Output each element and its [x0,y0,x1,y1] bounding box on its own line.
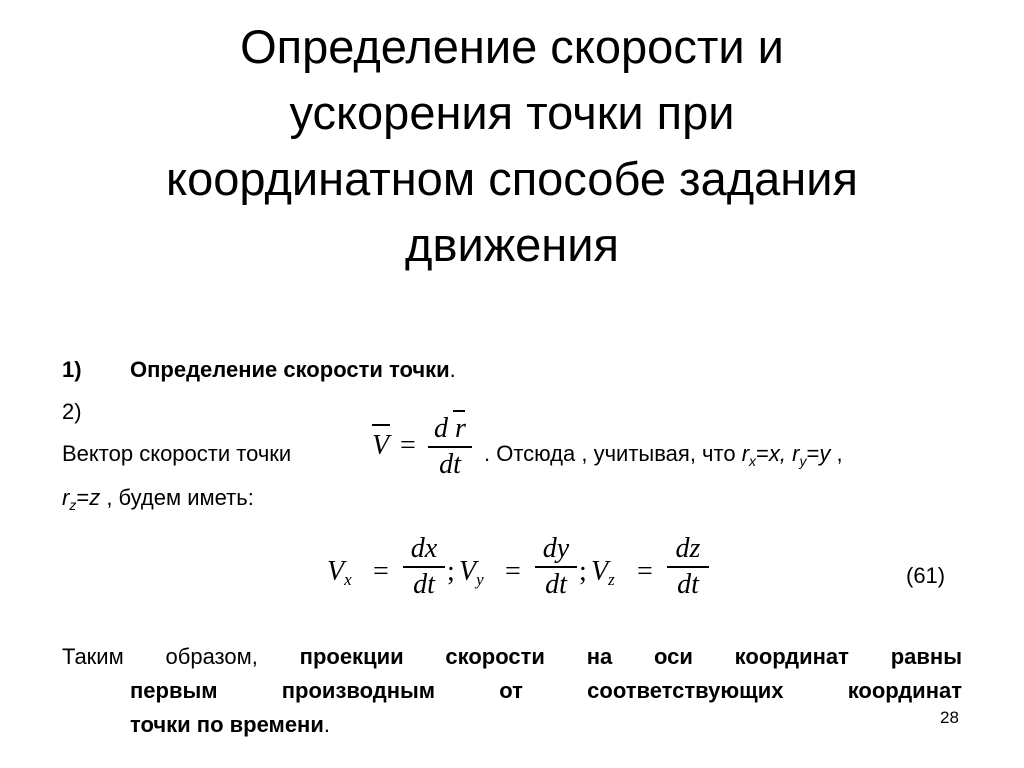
item-1-period: . [449,357,456,382]
formula-equals: = [400,430,416,461]
item-1-heading [130,356,456,384]
eq-fraction-dy: dy dt [535,534,577,600]
formula-numerator: d r [428,414,472,444]
eq-vx: $V_x$ [327,556,352,589]
item-2-number: 2) [62,399,82,424]
eq-equals-2: = [505,556,521,587]
title-line-4: движения [405,218,619,271]
eq-equals-3: = [637,556,653,587]
eq-separator-1: ; [447,556,455,587]
vector-bar-r [453,410,465,412]
vector-line-suffix: . Отсюда , учитывая, что $r_x=x$, $r_y=y$ , [484,441,843,469]
formula-fraction [428,414,472,480]
title-line-2: ускорения точки при [289,86,735,139]
item-1-number: 1) [62,357,82,382]
vector-bar-v [372,424,390,426]
title-line-3: координатном способе задания [166,152,858,205]
eq-fraction-dz: dz dt [667,534,709,600]
item-1-heading-text: Определение скорости точки [130,357,450,382]
eq-vz: $V_z$ [591,556,615,589]
vector-line-prefix: Вектор скорости точки [62,441,292,466]
vector-line-continuation: $r_z=z$ , будем иметь: [62,485,254,513]
slide-title [0,14,1024,278]
conclusion-line-3: точки по времени. [130,712,330,737]
velocity-vector-formula [370,404,480,494]
fraction-bar [428,446,472,448]
page-number: 28 [940,708,959,727]
equation-number: (61) [906,563,946,588]
velocity-projections-equation [325,530,725,615]
conclusion-line-1: Таким образом, проекции скорости на оси координат равны [62,644,962,669]
eq-separator-2: ; [579,556,587,587]
formula-v: V [372,430,389,462]
formula-denominator: dt [439,448,461,480]
eq-vy: $V_y$ [459,556,484,589]
conclusion-line-2: первым производным от соответствующих координат [130,678,962,703]
eq-equals-1: = [373,556,389,587]
eq-fraction-dx: dx dt [403,534,445,600]
title-line-1: Определение скорости и [240,20,784,73]
